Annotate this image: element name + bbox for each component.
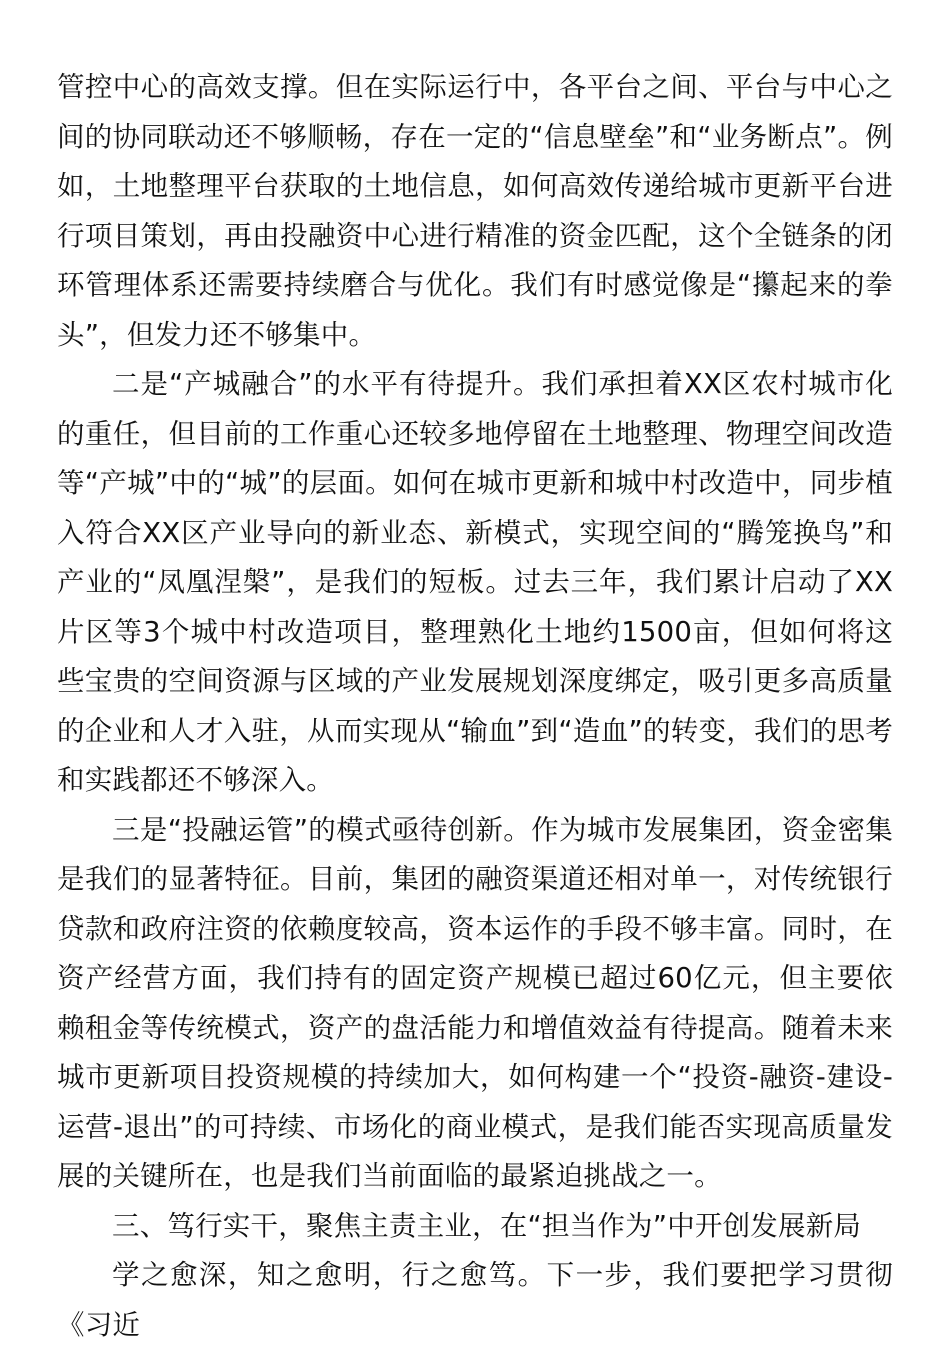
paragraph-section-three-body: 学之愈深，知之愈明，行之愈笃。下一步，我们要把学习贯彻《习近 [57, 1259, 893, 1341]
document-page [57, 63, 893, 1350]
paragraph-point-two: 二是“产城融合”的水平有待提升。我们承担着XX区农村城市化的重任，但目前的工作重心还较多地停留在土地整理、物理空间改造等“产城”中的“城”的层面。如何在城市更新和城中村改造中，同步植入符合XX区产业导向的新业态、新模式，实现空间的“腾笼换鸟”和产业的“凤凰涅槃”，是我们的短板。过去三年，我们累计启动了XX片区等3个城中村改造项目，整理熟化土地约1500亩，但如何将这些宝贵的空间资源与区域的产业发展规划深度绑定，吸引更多高质量的企业和人才入驻，从而实现从“输血”到“造血”的转变，我们的思考和实践都还不够深入。 [57, 368, 893, 796]
section-heading: 三、笃行实干，聚焦主责主业，在“担当作为”中开创发展新局 [112, 1209, 862, 1242]
paragraph-continuation: 管控中心的高效支撑。但在实际运行中，各平台之间、平台与中心之间的协同联动还不够顺畅，存在一定的“信息壁垒”和“业务断点”。例如，土地整理平台获取的土地信息，如何高效传递给城市更新平台进行项目策划，再由投融资中心进行精准的资金匹配，这个全链条的闭环管理体系还需要持续磨合与优化。我们有时感觉像是“攥起来的拳头”，但发力还不够集中。 [57, 71, 893, 351]
paragraph-point-three: 三是“投融运管”的模式亟待创新。作为城市发展集团，资金密集是我们的显著特征。目前，集团的融资渠道还相对单一，对传统银行贷款和政府注资的依赖度较高，资本运作的手段不够丰富。同时，在资产经营方面，我们持有的固定资产规模已超过60亿元，但主要依赖租金等传统模式，资产的盘活能力和增值效益有待提高。随着未来城市更新项目投资规模的持续加大，如何构建一个“投资-融资-建设-运营-退出”的可持续、市场化的商业模式，是我们能否实现高质量发展的关键所在，也是我们当前面临的最紧迫挑战之一。 [57, 813, 893, 1192]
